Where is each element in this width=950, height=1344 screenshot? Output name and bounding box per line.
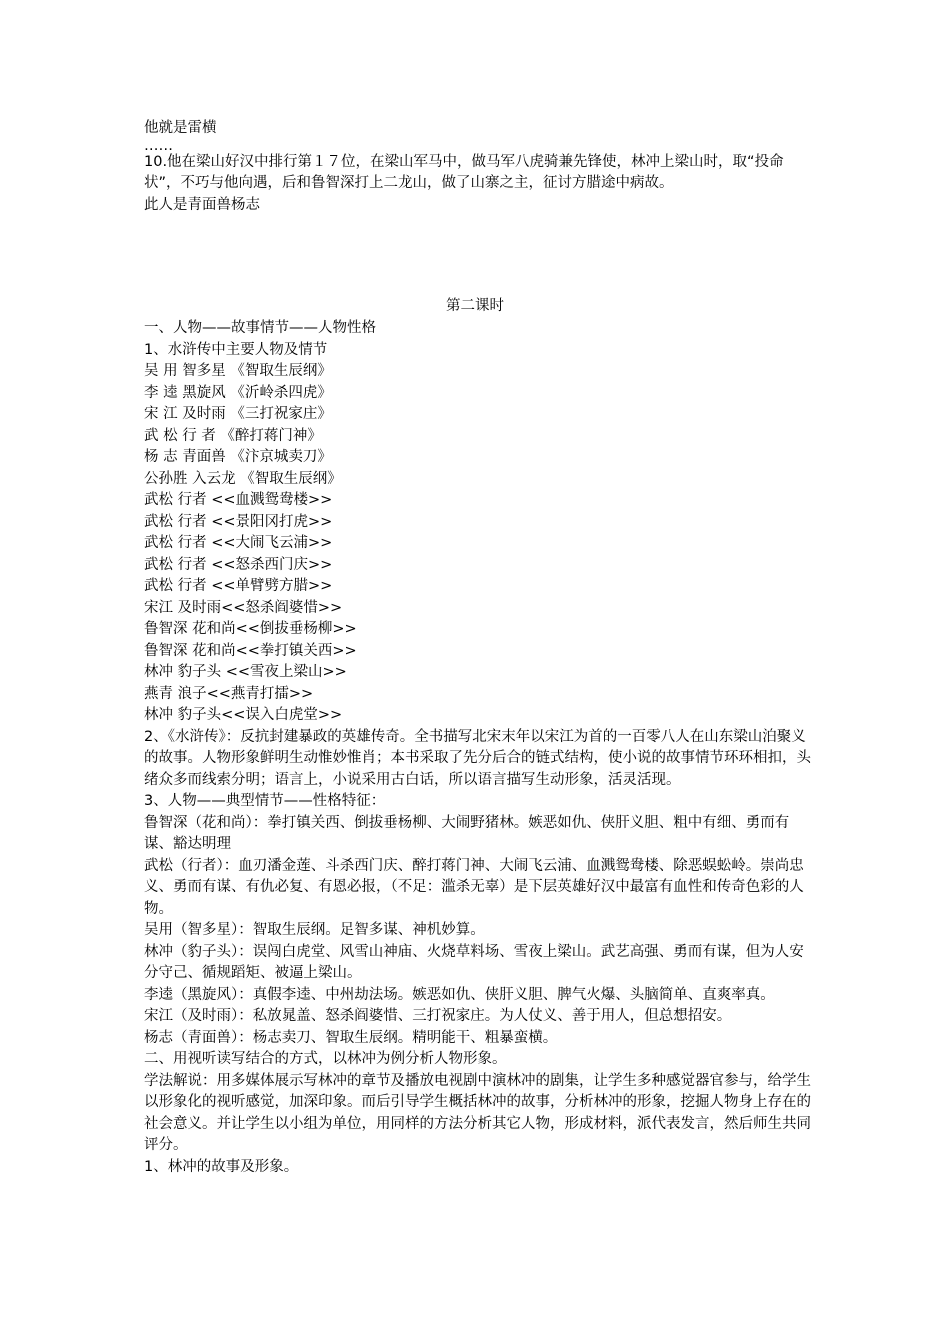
list-item: 武松 行者 <<大闹飞云浦>> — [144, 535, 333, 551]
character-entry: 林冲（豹子头）：误闯白虎堂、风雪山神庙、火烧草料场、雪夜上梁山。武艺高强、勇而有谋，但为人安分守己、循规蹈矩、被逼上梁山。 — [144, 943, 804, 981]
paragraph: 学法解说：用多媒体展示写林冲的章节及播放电视剧中演林冲的剧集，让学生多种感觉器官参与，给学生以形象化的视听感觉，加深印象。而后引导学生概括林冲的故事，分析林冲的形象，挖掘人物身上存在的社会意义。并让学生以小组为单位，用同样的方法分析其它人物，形成材料，派代表发言，然后师生共同评分。 — [144, 1072, 811, 1153]
top-section — [144, 118, 814, 216]
list-item: 燕青 浪子<<燕青打擂>> — [144, 685, 314, 702]
subheading: 1、水浒传中主要人物及情节 — [144, 341, 328, 358]
paragraph: 他就是雷横 — [144, 120, 217, 136]
paragraph: 2、《水浒传》：反抗封建暴政的英雄传奇。全书描写北宋末年以宋江为首的一百零八人在山东梁山泊聚义的故事。人物形象鲜明生动惟妙惟肖；本书采取了先分后合的链式结构，使小说的故事情节环环相扣，头绪众多而线索分明；语言上，小说采用古白话，所以语言描写生动形象，活灵活现。 — [144, 728, 811, 788]
character-entry: 鲁智深（花和尚）：拳打镇关西、倒拔垂杨柳、大闹野猪林。嫉恶如仇、侠肝义胆、粗中有细、勇而有谋、豁达明理 — [144, 814, 790, 852]
list-item: 武松 行者 <<怒杀西门庆>> — [144, 556, 333, 573]
list-item: 武 松 行 者 《醉打蒋门神》 — [144, 427, 322, 444]
subheading: 1、林冲的故事及形象。 — [144, 1158, 299, 1175]
subheading: 3、人物——典型情节——性格特征： — [144, 793, 386, 809]
heading: 二、用视听读写结合的方式，以林冲为例分析人物形象。 — [144, 1051, 507, 1067]
ellipsis: …… — [144, 137, 173, 154]
lesson-title: 第二课时 — [446, 298, 504, 314]
list-item: 吴 用 智多星 《智取生辰纲》 — [144, 363, 332, 379]
body-section — [144, 318, 814, 1178]
heading: 一、人物——故事情节——人物性格 — [144, 320, 376, 336]
list-item: 公孙胜 入云龙 《智取生辰纲》 — [144, 470, 342, 487]
list-item: 李 逵 黑旋风 《沂岭杀四虎》 — [144, 384, 332, 401]
character-entry: 吴用（智多星）：智取生辰纲。足智多谋、神机妙算。 — [144, 922, 485, 938]
list-item: 林冲 豹子头<<误入白虎堂>> — [144, 707, 343, 723]
list-item: 杨 志 青面兽 《汴京城卖刀》 — [144, 449, 332, 465]
character-entry: 杨志（青面兽）：杨志卖刀、智取生辰纲。精明能干、粗暴蛮横。 — [144, 1029, 558, 1046]
paragraph: 10.他在梁山好汉中排行第１７位，在梁山军马中，做马军八虎骑兼先锋使，林冲上梁山时，取“投命状”，不巧与他向遇，后和鲁智深打上二龙山，做了山寨之主，征讨方腊途中病故。 — [144, 153, 784, 191]
list-item: 武松 行者 <<景阳冈打虎>> — [144, 513, 333, 530]
list-item: 宋江 及时雨<<怒杀阎婆惜>> — [144, 599, 343, 616]
character-entry: 武松（行者）：血刃潘金莲、斗杀西门庆、醉打蒋门神、大闹飞云浦、血溅鸳鸯楼、除恶蜈蚣岭。崇尚忠义、勇而有谋、有仇必复、有恩必报，（不足：滥杀无辜）是下层英雄好汉中最富有血性和传奇色彩的人物。 — [144, 857, 804, 917]
list-item: 鲁智深 花和尚<<倒拔垂杨柳>> — [144, 621, 357, 637]
list-item: 宋 江 及时雨 《三打祝家庄》 — [144, 406, 332, 422]
list-item: 武松 行者 <<单臂劈方腊>> — [144, 578, 333, 594]
list-item: 林冲 豹子头 <<雪夜上梁山>> — [144, 664, 347, 680]
list-item: 武松 行者 <<血溅鸳鸯楼>> — [144, 492, 333, 508]
paragraph: 此人是青面兽杨志 — [144, 196, 260, 213]
character-entry: 宋江（及时雨）：私放晁盖、怒杀阎婆惜、三打祝家庄。为人仗义、善于用人，但总想招安。 — [144, 1008, 732, 1024]
character-entry: 李逵（黑旋风）：真假李逵、中州劫法场。嫉恶如仇、侠肝义胆、脾气火爆、头脑简单、直爽率真。 — [144, 986, 775, 1003]
list-item: 鲁智深 花和尚<<拳打镇关西>> — [144, 642, 357, 659]
